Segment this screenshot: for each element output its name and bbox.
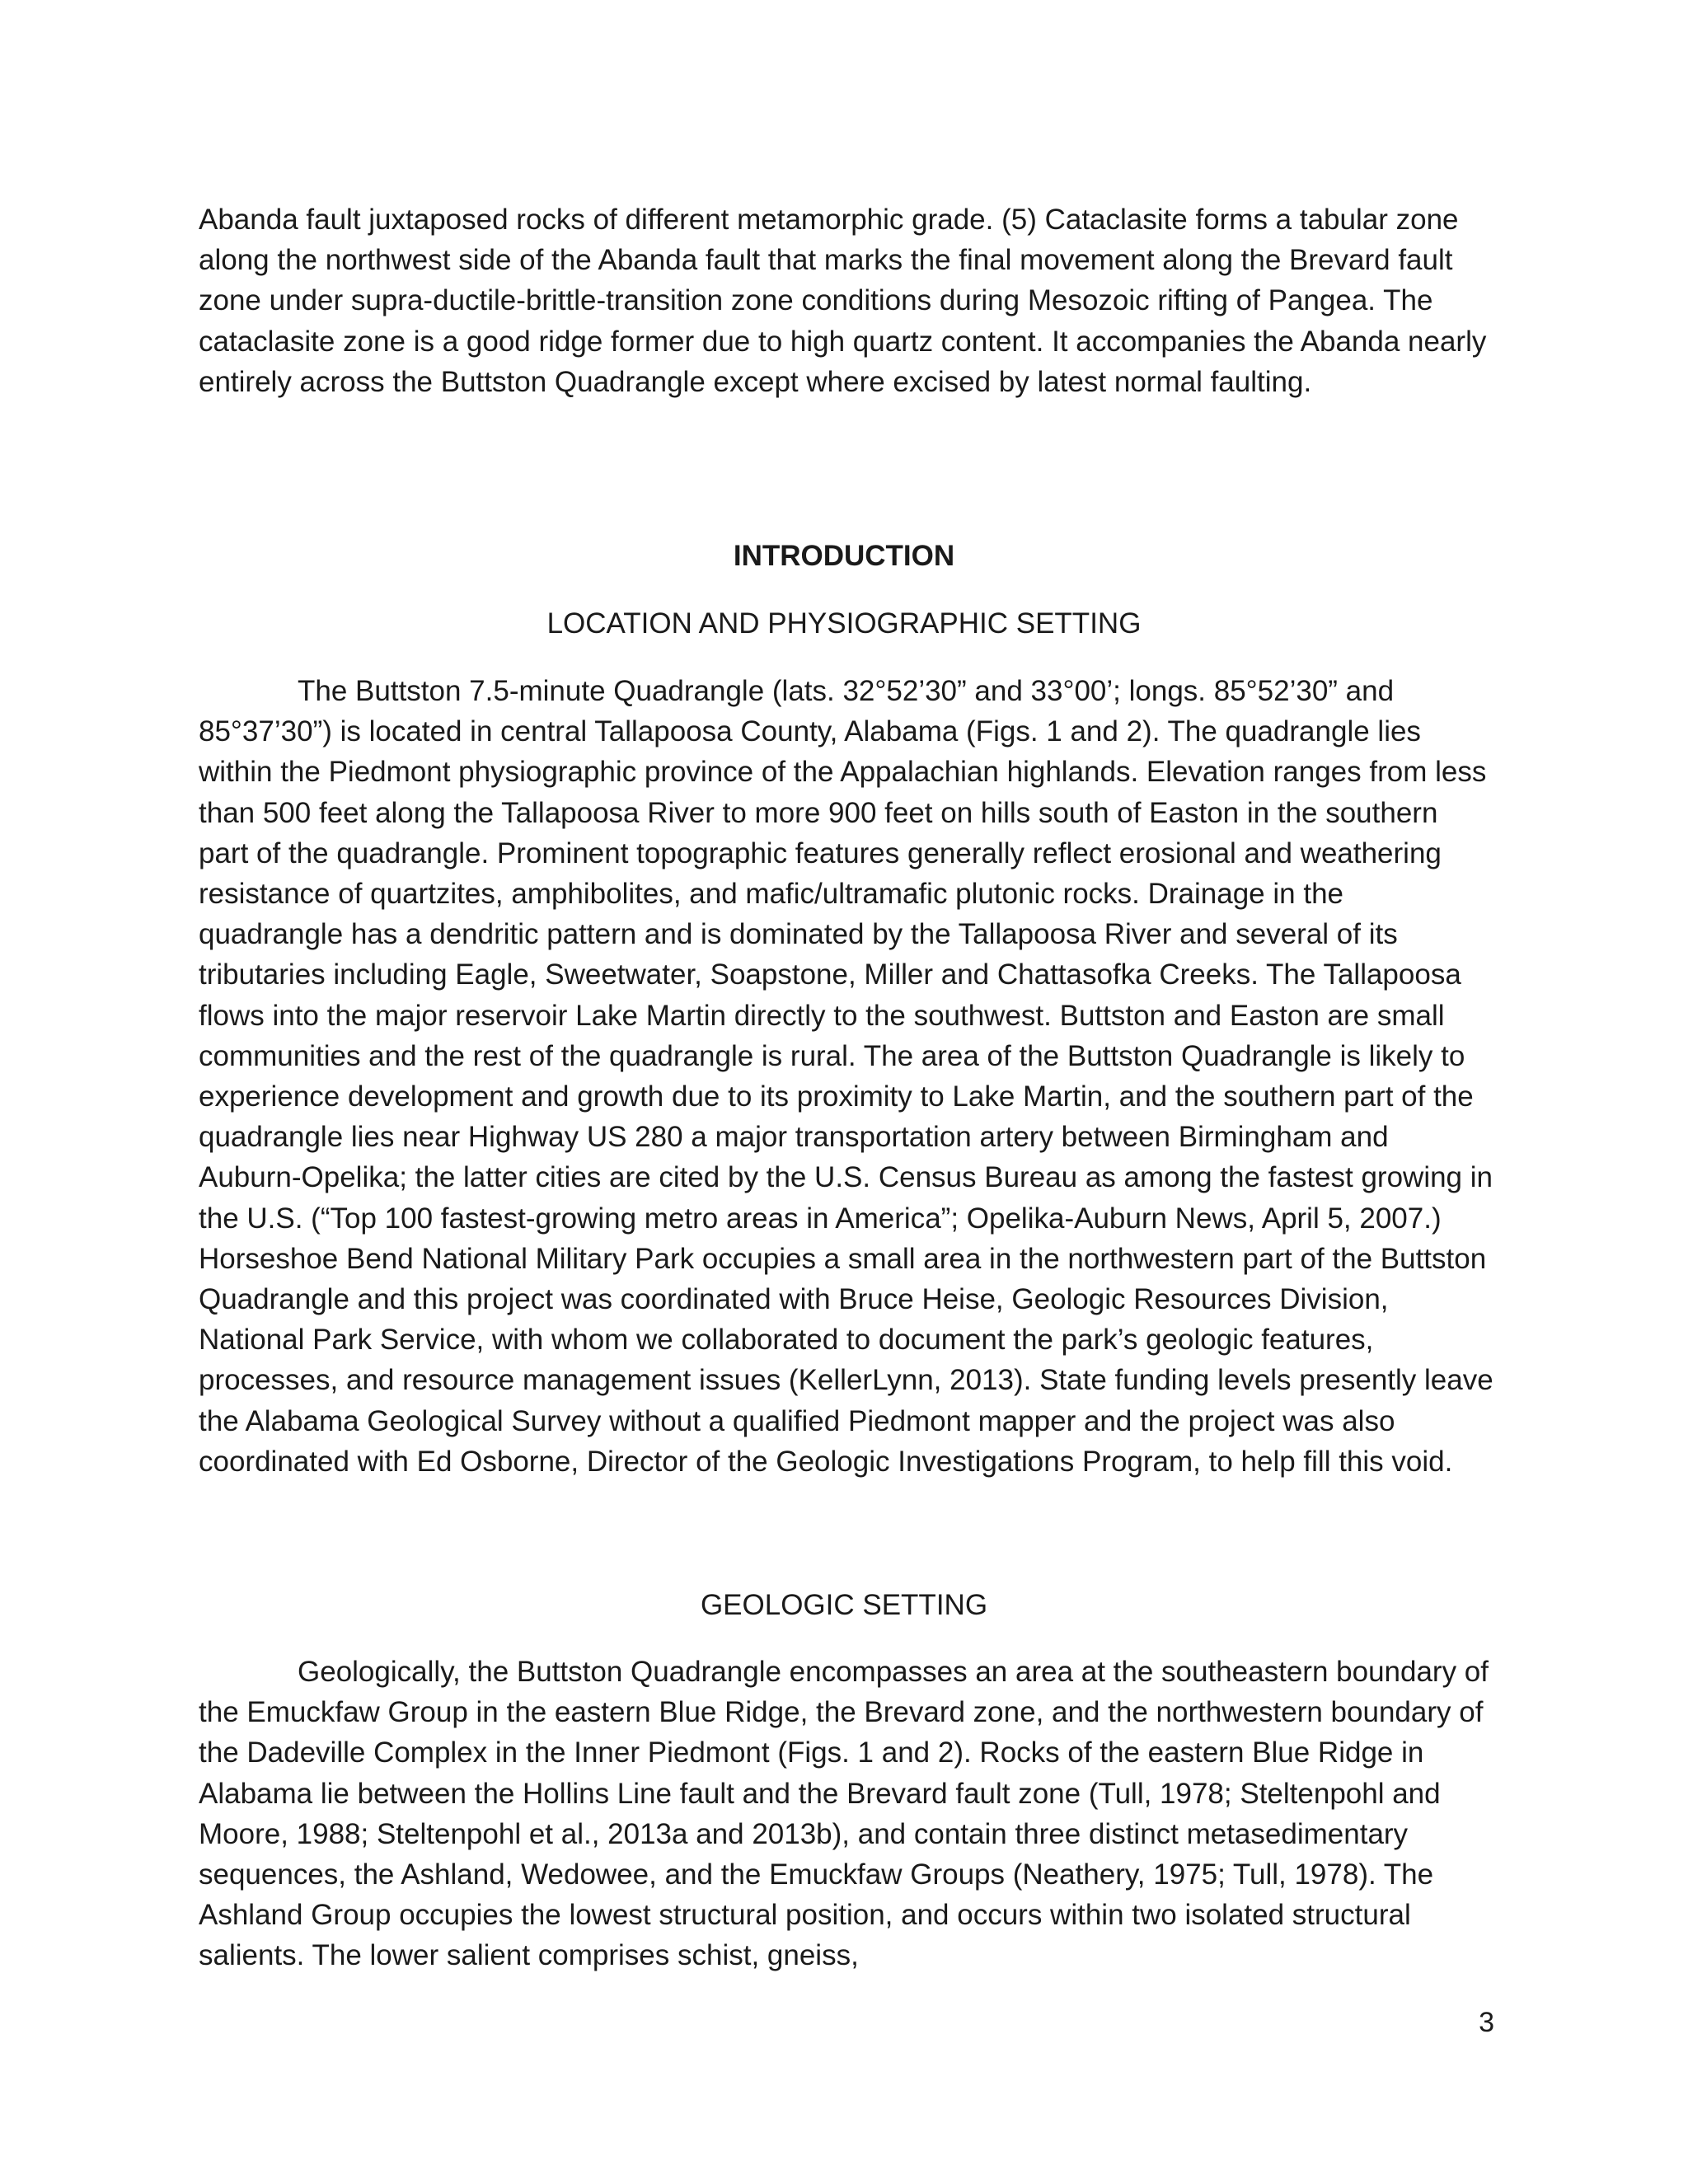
location-paragraph: The Buttston 7.5-minute Quadrangle (lats. 32°52’30” and 33°00’; longs. 85°52’30” and 85°37’30”) is located in central Tallapoosa County, Alabama (Figs. 1 and 2). The quadrangle lies within the Piedmont physiographic province of the Appalachian highlands. Elevation ranges from less than 500 feet along the Tallapoosa River to more 900 feet on hills south of Easton in the southern part of the quadrangle. Prominent topographic features generally reflect erosional and weathering resistance of quartzites, amphibolites, and mafic/ultramafic plutonic rocks. Drainage in the quadrangle has a dendritic pattern and is dominated by the Tallapoosa River and several of its tributaries including Eagle, Sweetwater, Soapstone, Miller and Chattasofka Creeks. The Tallapoosa flows into the major reservoir Lake Martin directly to the southwest. Buttston and Easton are small communities and the rest of the quadrangle is rural. The area of the Buttston Quadrangle is likely to experience development and growth due to its proximity to Lake Martin, and the southern part of the quadrangle lies near Highway US 280 a major transportation artery between Birmingham and Auburn-Opelika; the latter cities are cited by the U.S. Census Bureau as among the fastest growing in the U.S. (“Top 100 fastest-growing metro areas in America”; Opelika-Auburn News, April 5, 2007.) Horseshoe Bend National Military Park occupies a small area in the northwestern part of the Buttston Quadrangle and this project was coordinated with Bruce Heise, Geologic Resources Division, National Park Service, with whom we collaborated to document the park’s geologic features, processes, and resource management issues (KellerLynn, 2013). State funding levels presently leave the Alabama Geological Survey without a qualified Piedmont mapper and the project was also coordinated with Ed Osborne, Director of the Geologic Investigations Program, to help fill this void. bbox=[199, 675, 1493, 1478]
subheading-location-setting: LOCATION AND PHYSIOGRAPHIC SETTING bbox=[546, 607, 1142, 640]
section-heading-introduction: INTRODUCTION bbox=[733, 540, 955, 572]
subheading-geologic-setting: GEOLOGIC SETTING bbox=[700, 1589, 988, 1621]
continuation-paragraph: Abanda fault juxtaposed rocks of different metamorphic grade. (5) Cataclasite forms a tabular zone along the northwest side of the Abanda fault that marks the final movement along the Brevard fault zone under supra-ductile-brittle-transition zone conditions during Mesozoic rifting of Pangea. The cataclasite zone is a good ridge former due to high quartz content. It accompanies the Abanda nearly entirely across the Buttston Quadrangle except where excised by latest normal faulting. bbox=[199, 204, 1487, 398]
page-number: 3 bbox=[1479, 2007, 1494, 2038]
geologic-paragraph: Geologically, the Buttston Quadrangle encompasses an area at the southeastern boundary of the Emuckfaw Group in the eastern Blue Ridge, the Brevard zone, and the northwestern boundary of the Dadeville Complex in the Inner Piedmont (Figs. 1 and 2). Rocks of the eastern Blue Ridge in Alabama lie between the Hollins Line fault and the Brevard fault zone (Tull, 1978; Steltenpohl and Moore, 1988; Steltenpohl et al., 2013a and 2013b), and contain three distinct metasedimentary sequences, the Ashland, Wedowee, and the Emuckfaw Groups (Neathery, 1975; Tull, 1978). The Ashland Group occupies the lowest structural position, and occurs within two isolated structural salients. The lower salient comprises schist, gneiss, bbox=[199, 1656, 1489, 1972]
